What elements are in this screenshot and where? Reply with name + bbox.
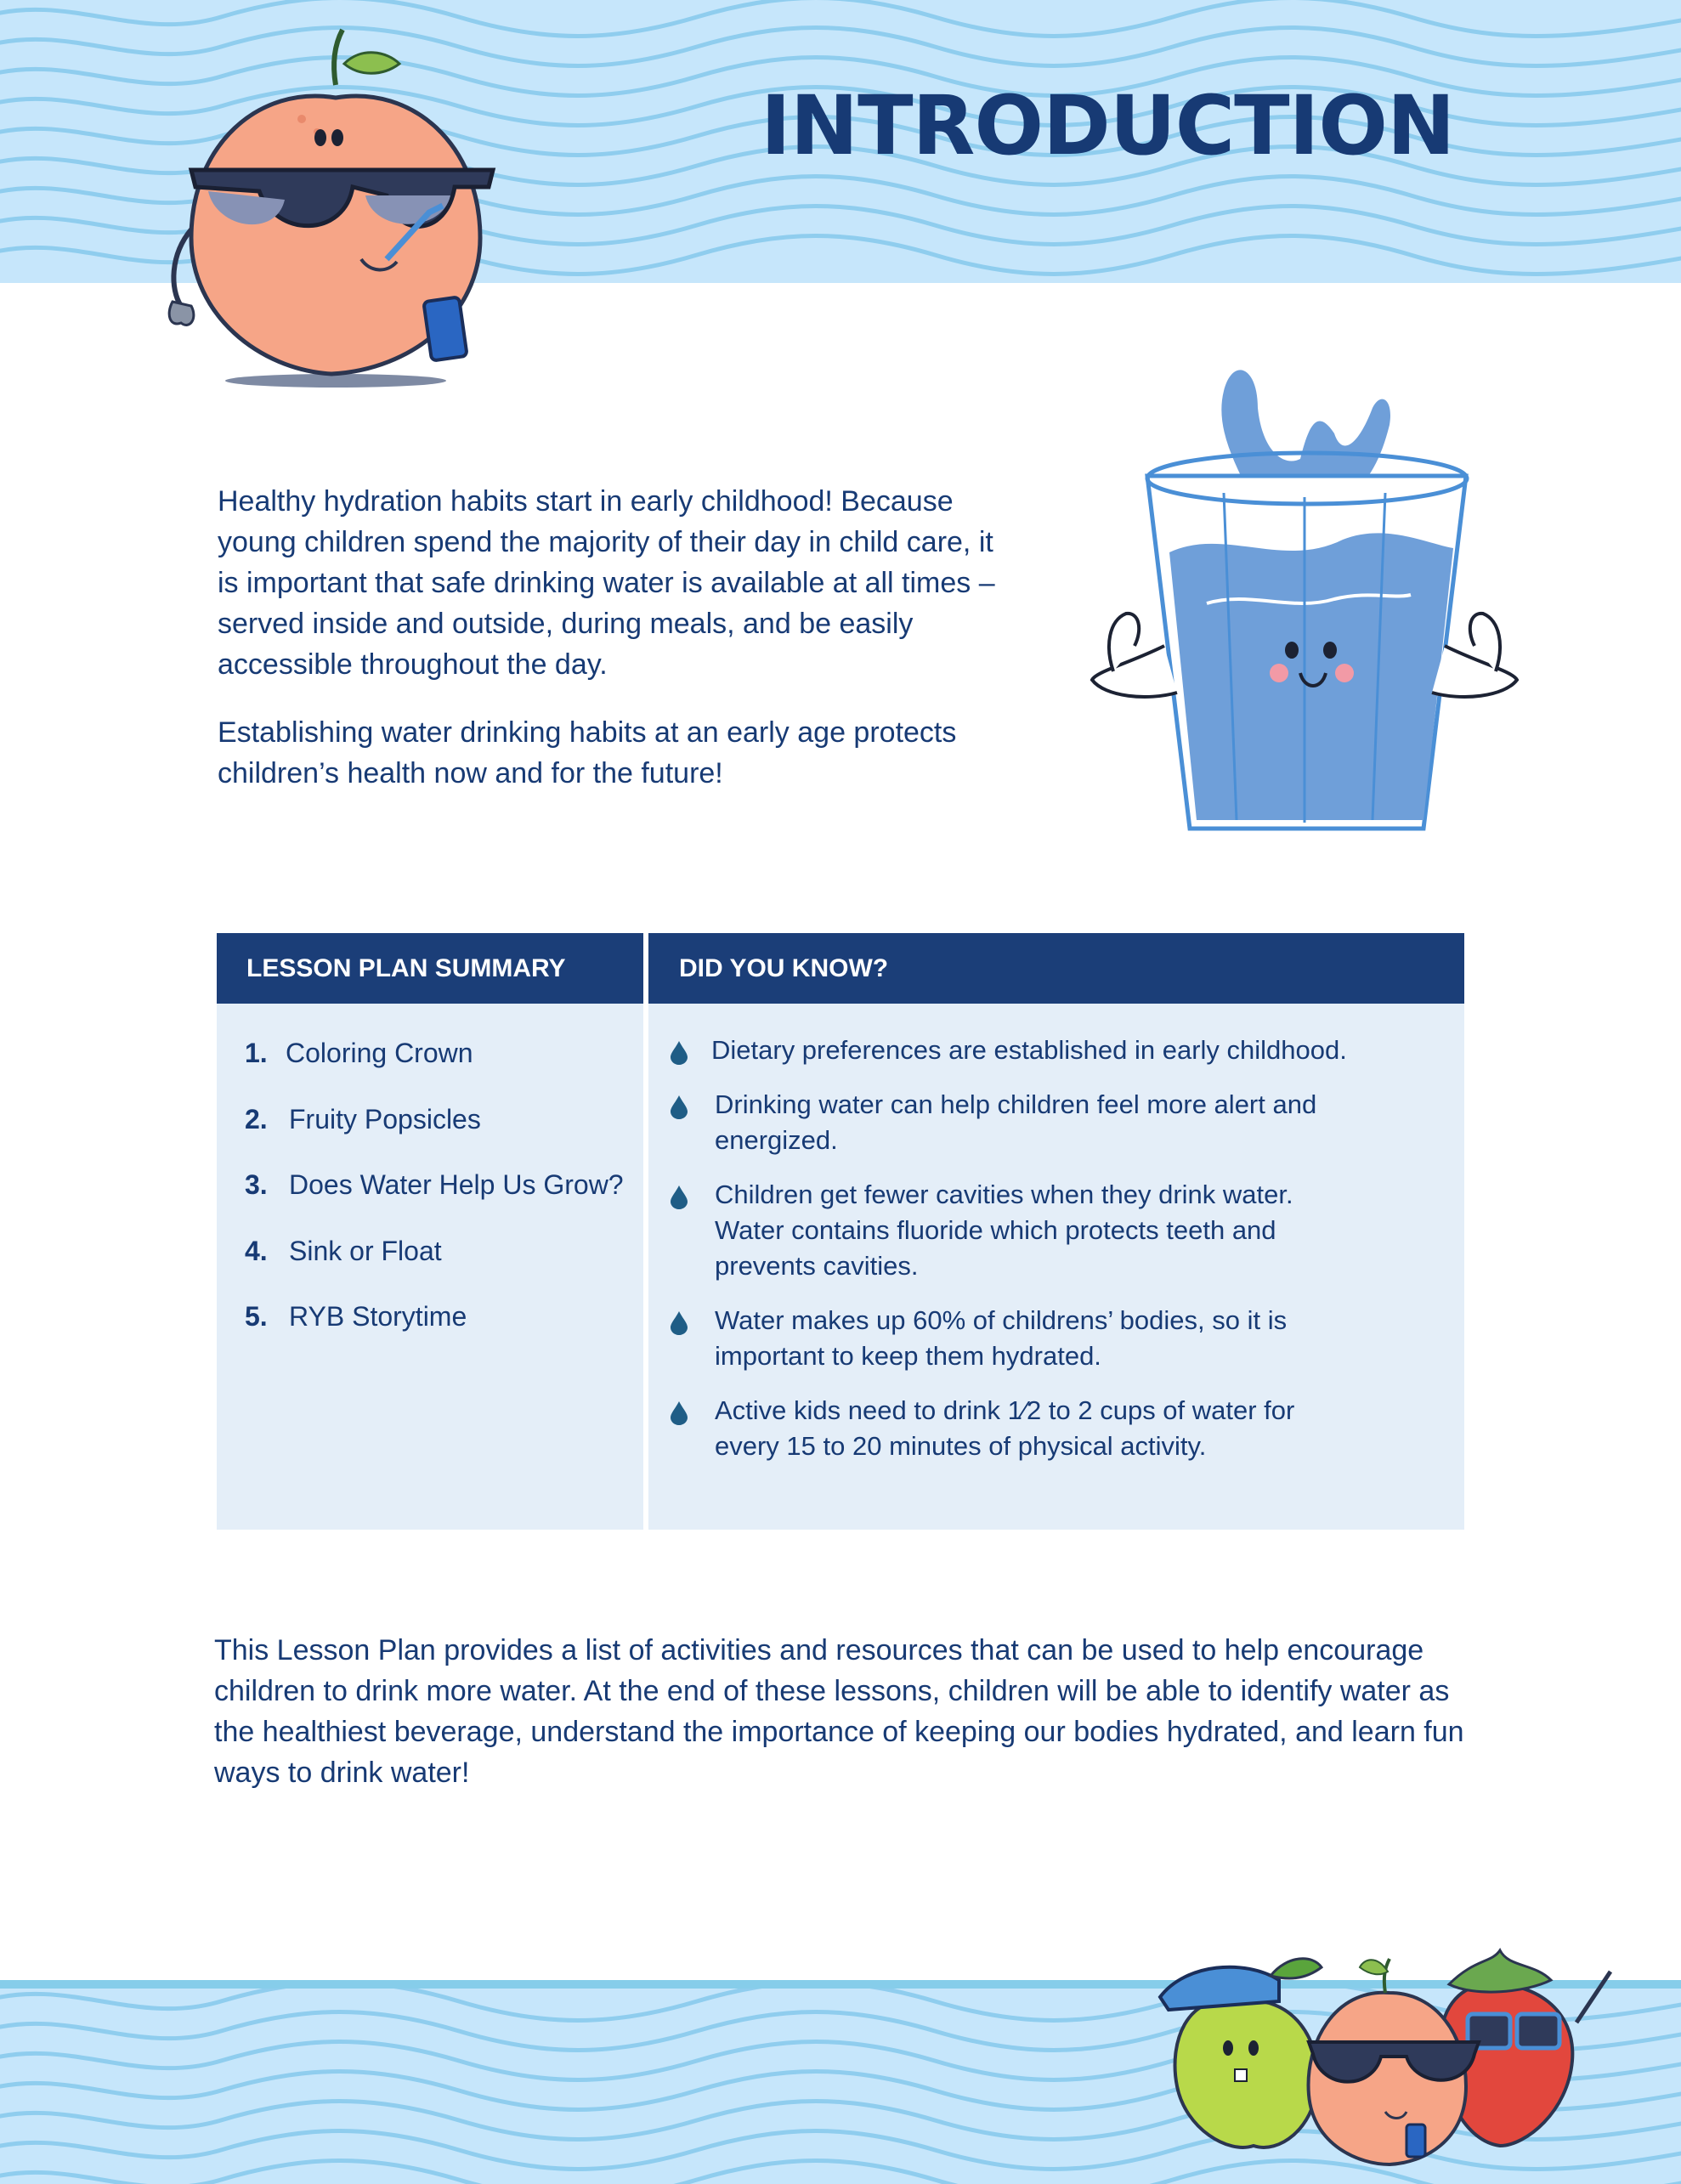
did-you-know-heading: DID YOU KNOW? [648, 933, 1464, 1004]
list-item-number: 1. [245, 1038, 268, 1068]
list-item-label: Fruity Popsicles [289, 1103, 481, 1134]
list-item [245, 1164, 624, 1231]
fact-text: Dietary preferences are established in early childhood. [711, 1035, 1347, 1065]
water-drop-icon [671, 1095, 688, 1119]
water-drop-icon [671, 1185, 688, 1209]
did-you-know-list [667, 1033, 1347, 1483]
fact-text: Water makes up 60% of childrens’ bodies, so it is important to keep them hydrated. [715, 1305, 1288, 1371]
list-item [245, 1231, 624, 1297]
list-item [667, 1033, 1347, 1068]
water-drop-icon [671, 1311, 688, 1335]
list-item-number: 2. [245, 1103, 268, 1134]
water-drop-icon [671, 1401, 688, 1425]
list-item-number: 5. [245, 1301, 268, 1332]
list-item [667, 1303, 1347, 1374]
list-item-number: 3. [245, 1169, 268, 1200]
closing-paragraph: This Lesson Plan provides a list of activities and resources that can be used to help encourage children to drink more water. At the end of these lessons, children will be able to identify water as the healthiest beverage, understand the importance of keeping our bodies hydrated, and learn fun ways to drink water! [214, 1634, 1464, 1789]
list-item [245, 1296, 624, 1362]
fact-text: Children get fewer cavities when they drink water. Water contains fluoride which protects teeth and prevents cavities. [715, 1180, 1293, 1281]
intro-paragraph-1: Healthy hydration habits start in early childhood! Because young children spend the majority of their day in child care, it is important that safe drinking water is available at all times – served inside and outside, during meals, and be easily accessible throughout the day. [218, 485, 995, 681]
peach-mascot-icon [157, 25, 514, 391]
fact-text: Drinking water can help children feel more alert and energized. [715, 1089, 1317, 1155]
page-title: INTRODUCTION [761, 78, 1455, 173]
water-drop-icon [671, 1041, 688, 1065]
lesson-plan-list [245, 1033, 624, 1362]
did-you-know-panel [648, 933, 1464, 1530]
list-item [245, 1033, 624, 1099]
list-item [667, 1087, 1347, 1158]
summary-table [217, 933, 1464, 1530]
lesson-plan-heading: LESSON PLAN SUMMARY [217, 933, 643, 1004]
list-item [667, 1177, 1347, 1284]
fact-text: Active kids need to drink 1⁄2 to 2 cups of water for every 15 to 20 minutes of physical activity. [715, 1395, 1295, 1461]
list-item-label: Does Water Help Us Grow? [289, 1169, 624, 1200]
list-item [667, 1393, 1347, 1464]
list-item-label: Coloring Crown [286, 1038, 473, 1068]
lesson-plan-panel [217, 933, 643, 1530]
fruit-friends-icon [1152, 1942, 1619, 2171]
water-glass-mascot-icon [1088, 357, 1521, 841]
list-item-label: RYB Storytime [289, 1301, 467, 1332]
intro-paragraph-2: Establishing water drinking habits at an early age protects children’s health now and for the future! [218, 716, 957, 789]
list-item-number: 4. [245, 1235, 268, 1266]
list-item-label: Sink or Float [289, 1235, 442, 1266]
list-item [245, 1099, 624, 1165]
